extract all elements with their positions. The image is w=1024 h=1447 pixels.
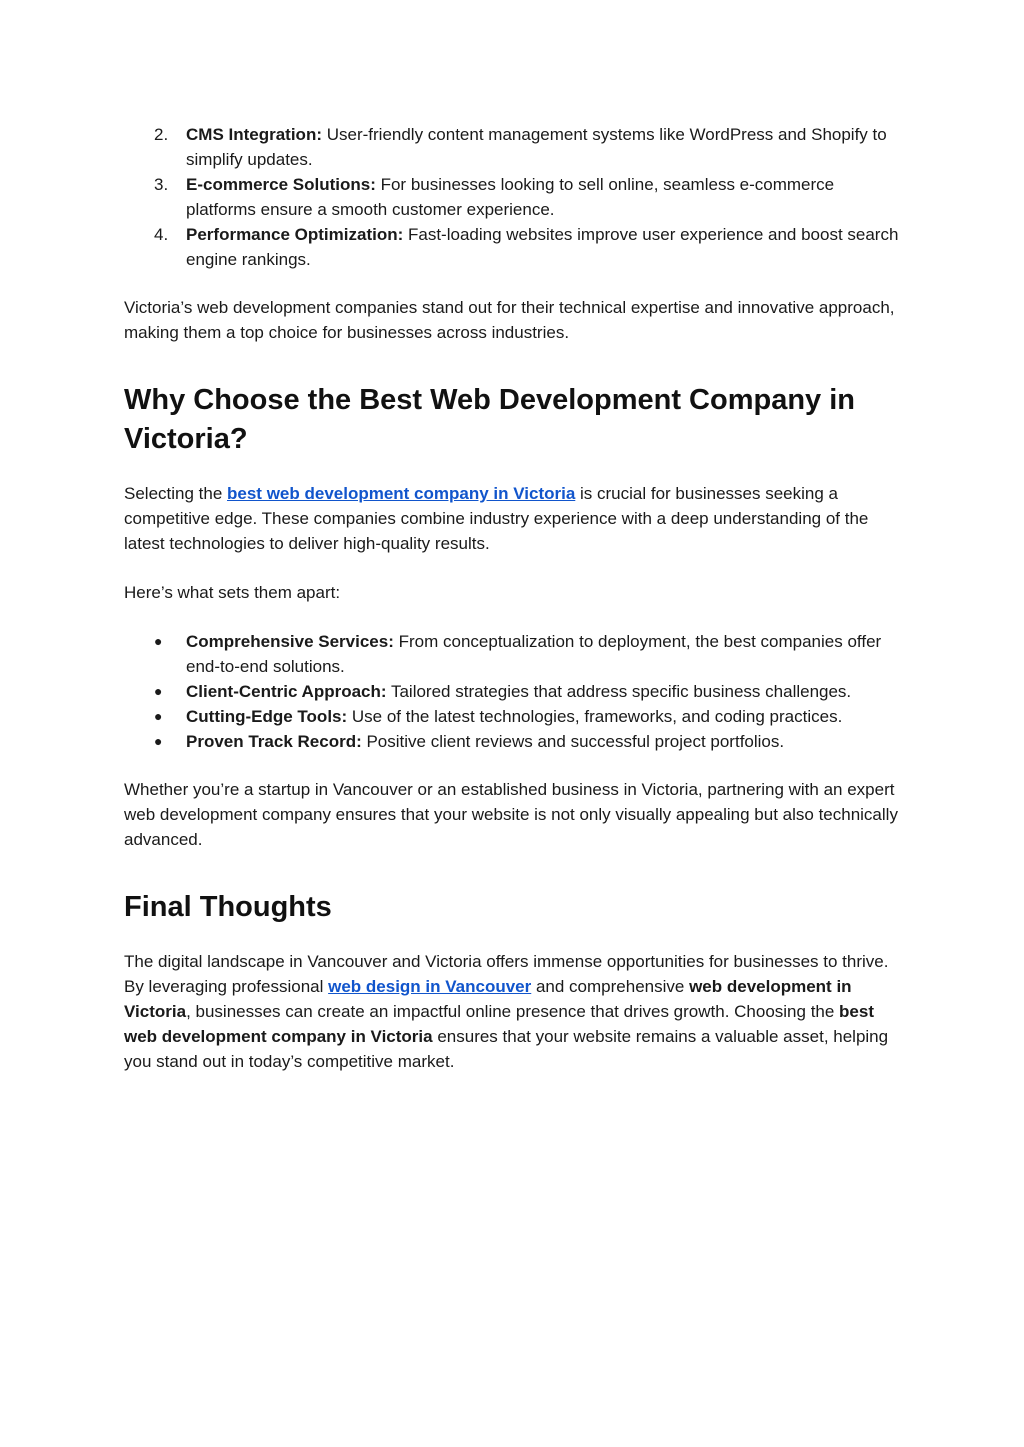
bullet-icon: ● [154,683,163,699]
text-segment: and comprehensive [531,977,690,996]
bullet-icon: ● [154,633,163,649]
heading-why-choose: Why Choose the Best Web Development Company in Victoria? [124,384,856,455]
list-item [124,222,900,272]
list-item-title: E-commerce Solutions: [186,175,376,194]
list-item-text [186,222,900,272]
paragraph-sets-apart: Here’s what sets them apart: [124,583,341,602]
link-best-web-development-company[interactable]: best web development company in Victoria [227,484,576,503]
bullet-icon: ● [154,733,163,749]
list-item-text [186,679,900,704]
list-item [124,679,900,704]
list-item-text [186,629,900,679]
list-number: 3. [154,175,169,194]
list-item-title: Performance Optimization: [186,225,404,244]
paragraph-victoria-companies: Victoria’s web development companies stand out for their technical expertise and innovative approach, making them a top choice for businesses across industries. [124,298,895,342]
bold-best-web-development-company: best web development company in Victoria [124,1002,875,1046]
list-item-text [186,704,900,729]
heading-final-thoughts: Final Thoughts [124,891,332,923]
list-item-body: For businesses looking to sell online, seamless e-commerce platforms ensure a smooth customer experience. [186,175,835,219]
list-item-title: Comprehensive Services: [186,632,394,651]
text-segment: The digital landscape in Vancouver and Victoria offers immense opportunities for businesses to thrive. By leveraging professional [124,952,889,996]
list-item [124,704,900,729]
list-item-text [186,729,900,754]
list-item [124,172,900,222]
text-segment: Selecting the [124,484,228,503]
list-item-text [186,122,900,172]
list-number: 2. [154,125,169,144]
list-item-title: Proven Track Record: [186,732,362,751]
text-segment: ensures that your website remains a valuable asset, helping you stand out in today’s competitive market. [124,1027,889,1071]
paragraph-whether: Whether you’re a startup in Vancouver or an established business in Victoria, partnering with an expert web development company ensures that your website is not only visually appealing but also technically advanced. [124,780,898,849]
text-segment: , businesses can create an impactful online presence that drives growth. Choosing the [186,1002,840,1021]
text-segment: is crucial for businesses seeking a competitive edge. These companies combine industry experience with a deep understanding of the latest technologies to deliver high-quality results. [124,484,869,553]
list-item-body: Tailored strategies that address specific business challenges. [386,682,852,701]
paragraph-selecting [124,481,900,556]
list-item-title: CMS Integration: [186,125,322,144]
list-item-body: From conceptualization to deployment, the best companies offer end-to-end solutions. [186,632,882,676]
list-item-body: Fast-loading websites improve user experience and boost search engine rankings. [186,225,899,269]
list-item-body: User-friendly content management systems like WordPress and Shopify to simplify updates. [186,125,887,169]
list-number: 4. [154,225,169,244]
bullet-list [124,629,900,754]
link-web-design-vancouver[interactable]: web design in Vancouver [328,977,532,996]
paragraph-digital-landscape [124,949,900,1074]
list-item-title: Client-Centric Approach: [186,682,387,701]
bullet-icon: ● [154,708,163,724]
list-item [124,122,900,172]
list-item-title: Cutting-Edge Tools: [186,707,348,726]
list-item [124,729,900,754]
list-item-text [186,172,900,222]
list-item-body: Positive client reviews and successful project portfolios. [361,732,785,751]
numbered-list [124,122,900,272]
list-item-body: Use of the latest technologies, frameworks, and coding practices. [347,707,843,726]
list-item [124,629,900,679]
bold-web-development-victoria: web development in Victoria [124,977,852,1021]
